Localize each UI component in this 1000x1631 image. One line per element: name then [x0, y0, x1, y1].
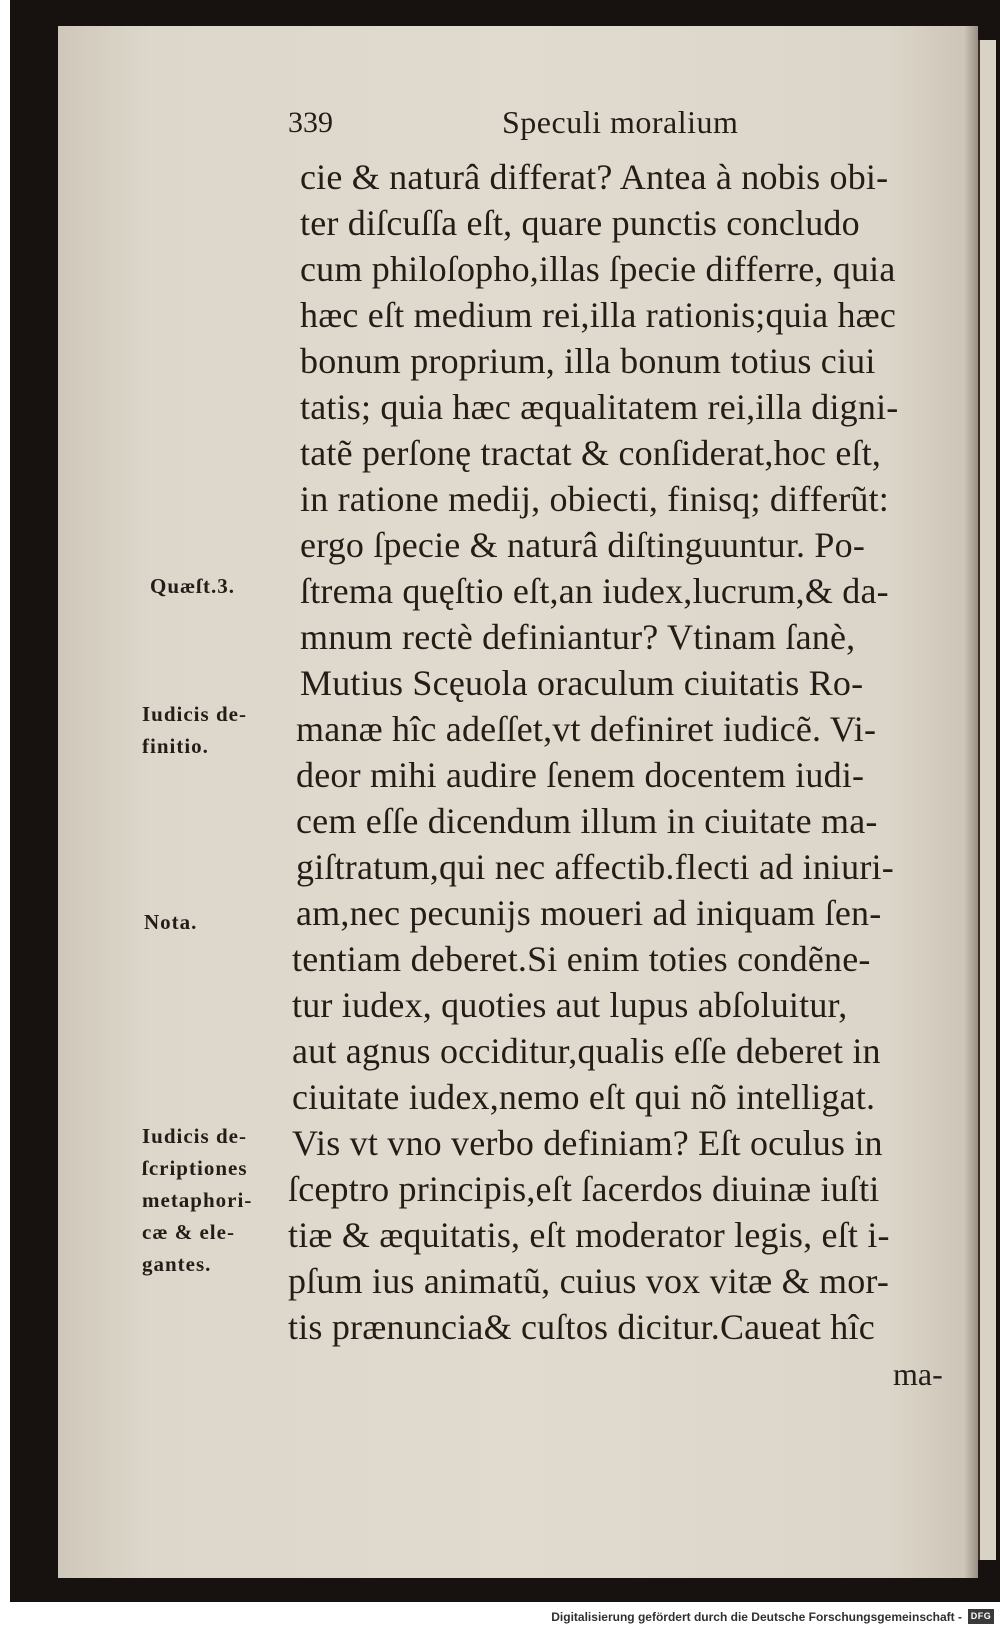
- page-number: 339: [288, 106, 333, 139]
- body-line: cum philoſopho,illas ſpecie differre, quia: [300, 249, 896, 289]
- body-line: tatẽ perſonę tractat & conſiderat,hoc eſt,: [300, 433, 882, 473]
- margin-note: metaphori-: [142, 1188, 253, 1212]
- body-line: giſtratum,qui nec affectib.flecti ad iniuri-: [296, 847, 894, 887]
- body-line: in ratione medij, obiecti, finisq; differũt:: [300, 479, 890, 519]
- body-line: tiæ & æquitatis, eſt moderator legis, eſt i-: [288, 1215, 890, 1255]
- body-line: Mutius Scęuola oraculum ciuitatis Ro-: [300, 663, 864, 703]
- margin-note: Nota.: [144, 910, 198, 934]
- margin-note: gantes.: [142, 1252, 212, 1276]
- body-line: cie & naturâ differat? Antea à nobis obi-: [300, 157, 889, 197]
- book-page: [58, 26, 978, 1578]
- margin-note: finitio.: [142, 734, 209, 758]
- body-line: cem eſſe dicendum illum in ciuitate ma-: [296, 801, 878, 841]
- body-line: ſceptro principis,eſt ſacerdos diuinæ iuſti: [288, 1169, 880, 1209]
- body-line: deor mihi audire ſenem docentem iudi-: [296, 755, 865, 795]
- body-line: manæ hîc adeſſet,vt definiret iudicẽ. Vi-: [296, 709, 877, 749]
- margin-note: Iudicis de-: [142, 702, 247, 726]
- footer-credit: Digitalisierung gefördert durch die Deutsche Forschungsgemeinschaft -: [551, 1610, 962, 1624]
- running-head: Speculi moralium: [502, 104, 739, 140]
- catchword: ma-: [893, 1356, 943, 1392]
- margin-note: Iudicis de-: [142, 1124, 247, 1148]
- body-line: ſtrema quęſtio eſt,an iudex,lucrum,& da-: [300, 571, 889, 611]
- dfg-logo-icon: DFG: [968, 1609, 994, 1624]
- footer-bar: [0, 1608, 1000, 1631]
- body-line: tur iudex, quoties aut lupus abſoluitur,: [292, 985, 848, 1025]
- body-line: tentiam deberet.Si enim toties condẽne-: [292, 939, 871, 979]
- body-line: bonum proprium, illa bonum totius ciui: [300, 341, 876, 381]
- body-line: tatis; quia hæc æqualitatem rei,illa digni-: [300, 387, 899, 427]
- page-edge: [978, 40, 996, 1560]
- body-line: pſum ius animatũ, cuius vox vitæ & mor-: [288, 1261, 890, 1301]
- body-line: ergo ſpecie & naturâ diſtinguuntur. Po-: [300, 525, 866, 565]
- margin-note: Quæſt.3.: [150, 574, 236, 598]
- body-line: tis prænuncia& cuſtos dicitur.Caueat hîc: [288, 1307, 875, 1347]
- body-line: aut agnus occiditur,qualis eſſe deberet in: [292, 1031, 881, 1071]
- body-line: hæc eſt medium rei,illa rationis;quia hæc: [300, 295, 897, 335]
- body-line: mnum rectè definiantur? Vtinam ſanè,: [300, 617, 856, 657]
- body-line: ter diſcuſſa eſt, quare punctis concludo: [300, 203, 860, 243]
- body-line: Vis vt vno verbo definiam? Eſt oculus in: [292, 1123, 883, 1163]
- body-line: am,nec pecunijs moueri ad iniquam ſen-: [296, 893, 882, 933]
- margin-note: ſcriptiones: [142, 1156, 248, 1180]
- margin-note: cæ & ele-: [142, 1220, 235, 1244]
- body-line: ciuitate iudex,nemo eſt qui nõ intelligat.: [292, 1077, 876, 1117]
